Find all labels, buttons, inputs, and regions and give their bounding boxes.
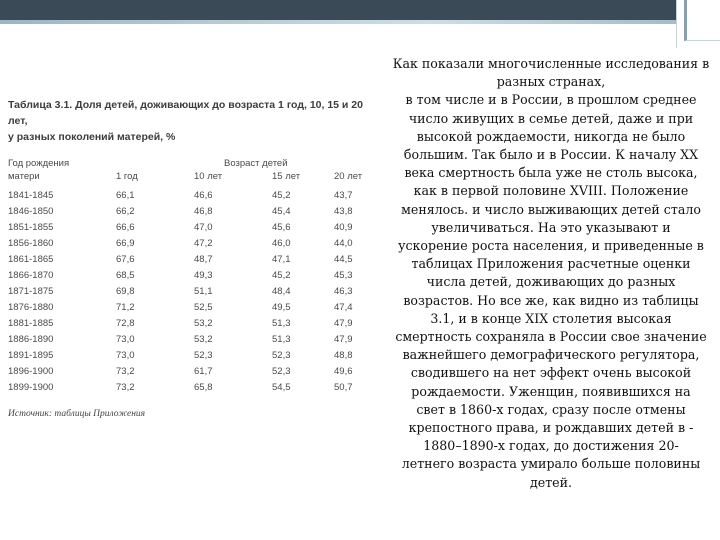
table-source-note: Источник: таблицы Приложения [8,409,146,419]
table-title [8,97,380,145]
row-value-cell: 61,7 [194,365,213,377]
row-value-cell: 66,6 [116,221,135,233]
row-value-cell: 49,5 [272,301,291,313]
row-value-cell: 49,3 [194,269,213,281]
body-text-line: высокой рождаемости, никогда не было [416,128,686,144]
table-title-line-2: у разных поколений матерей, % [8,131,176,143]
body-text-line: число живущих в семье детей, даже и при [408,110,694,126]
row-value-cell: 68,5 [116,269,135,281]
row-year-cell: 1856-1860 [8,237,54,249]
row-value-cell: 54,5 [272,381,291,393]
table-row [8,187,378,203]
body-text-line: сводившего на нет эффект очень высокой [410,365,692,381]
table-title-line-1: Таблица 3.1. Доля детей, доживающих до возраста 1 год, 10, 15 и 20 лет, [8,99,363,127]
body-text-line: в том числе и в России, в прошлом среднее [405,92,697,108]
row-value-cell: 47,9 [334,317,353,329]
row-value-cell: 48,8 [334,349,353,361]
row-year-cell: 1871-1875 [8,285,54,297]
table-row [8,299,378,315]
row-value-cell: 73,0 [116,349,135,361]
row-value-cell: 73,2 [116,381,135,393]
row-value-cell: 45,3 [334,269,353,281]
table-row [8,219,378,235]
body-text-line: ускорение роста населения, и приведенные в [398,238,704,254]
row-value-cell: 40,9 [334,221,353,233]
row-value-cell: 51,1 [194,285,213,297]
row-value-cell: 47,2 [194,237,213,249]
body-text-line: рождаемости. Уженщин, появившихся на [411,383,691,399]
table-row [8,315,378,331]
body-text-line: Как показали многочисленные исследования в [392,56,710,71]
row-year-cell: 1846-1850 [8,205,54,217]
column-header: 20 лет [334,171,363,182]
row-value-cell: 45,4 [272,205,291,217]
slide-top-accent-line [0,20,720,24]
body-text-line: века смертность была уже не столь высока, [404,165,698,181]
row-value-cell: 45,6 [272,221,291,233]
body-text-line: большим. Так было и в России. К началу XX [403,147,699,163]
body-text-line: 1880–1890-х годах, до достижения 20- [423,438,679,454]
table-row [8,203,378,219]
table-row [8,363,378,379]
row-value-cell: 47,9 [334,333,353,345]
row-value-cell: 69,8 [116,285,135,297]
column-header: 1 год [116,171,138,182]
row-value-cell: 67,6 [116,253,135,265]
row-value-cell: 52,5 [194,301,213,313]
body-text-line: смертность сохраняла в России свое значение [395,329,707,345]
row-value-cell: 53,2 [194,333,213,345]
row-year-cell: 1851-1855 [8,221,54,233]
table-row [8,331,378,347]
row-year-cell: 1861-1865 [8,253,54,265]
table-header-row-1 [8,157,378,170]
body-text-line: числа детей, доживающих до разных [426,274,676,290]
row-value-cell: 66,9 [116,237,135,249]
column-header: 15 лет [272,171,301,182]
row-value-cell: 49,6 [334,365,353,377]
slide-top-bar [0,0,720,20]
column-header: матери [8,171,40,182]
body-text-line: детей. [529,474,573,490]
body-text-line: менялось. и число выживающих детей стало [401,201,701,217]
body-text-line: свет в 1860-х годах, сразу после отмены [416,401,686,417]
row-year-cell: 1899-1900 [8,381,54,393]
row-year-cell: 1866-1870 [8,269,54,281]
body-text [388,55,714,492]
row-value-cell: 52,3 [272,365,291,377]
row-value-cell: 53,2 [194,317,213,329]
row-value-cell: 52,3 [272,349,291,361]
survival-table [8,157,378,395]
row-value-cell: 51,3 [272,333,291,345]
row-value-cell: 65,8 [194,381,213,393]
row-value-cell: 46,0 [272,237,291,249]
row-year-cell: 1886-1890 [8,333,54,345]
row-value-cell: 66,2 [116,205,135,217]
body-text-line: крепостного права, и рождавших детей в - [408,420,694,436]
row-year-cell: 1896-1900 [8,365,54,377]
row-value-cell: 47,4 [334,301,353,313]
row-value-cell: 72,8 [116,317,135,329]
row-value-cell: 44,0 [334,237,353,249]
row-year-cell: 1876-1880 [8,301,54,313]
header-child-age: Возраст детей [224,158,288,169]
body-text-line: таблицах Приложения расчетные оценки [411,256,691,272]
row-value-cell: 73,0 [116,333,135,345]
row-year-cell: 1841-1845 [8,189,54,201]
row-value-cell: 46,6 [194,189,213,201]
body-text-line: возрастов. Но все же, как видно из таблицы [403,292,699,308]
body-text-line: летнего возраста умирало больше половины [401,456,701,472]
row-value-cell: 51,3 [272,317,291,329]
row-value-cell: 66,1 [116,189,135,201]
row-value-cell: 43,7 [334,189,353,201]
row-value-cell: 73,2 [116,365,135,377]
row-value-cell: 47,0 [194,221,213,233]
row-value-cell: 46,3 [334,285,353,297]
row-value-cell: 52,3 [194,349,213,361]
slide-corner-decoration-inner [684,0,720,41]
row-value-cell: 48,4 [272,285,291,297]
table-row [8,267,378,283]
row-year-cell: 1881-1885 [8,317,54,329]
table-row [8,379,378,395]
row-value-cell: 71,2 [116,301,135,313]
body-text-line: как в первой половине XVIII. Положение [413,183,689,199]
table-figure [8,97,380,419]
header-birth-year: Год рождения [8,158,70,169]
row-year-cell: 1891-1895 [8,349,54,361]
row-value-cell: 45,2 [272,269,291,281]
table-row [8,347,378,363]
row-value-cell: 46,8 [194,205,213,217]
row-value-cell: 50,7 [334,381,353,393]
body-text-line: разных странах, [496,74,606,90]
body-text-line: важнейшего демографического регулятора, [402,347,700,363]
column-header: 10 лет [194,171,223,182]
row-value-cell: 45,2 [272,189,291,201]
body-text-line: 3.1, и в конце XIX столетия высокая [430,310,672,326]
row-value-cell: 48,7 [194,253,213,265]
table-row [8,235,378,251]
table-row [8,251,378,267]
table-header-row-2 [8,170,378,183]
row-value-cell: 43,8 [334,205,353,217]
table-row [8,283,378,299]
row-value-cell: 44,5 [334,253,353,265]
row-value-cell: 47,1 [272,253,291,265]
body-text-line: увеличиваться. На это указывают и [431,219,671,235]
